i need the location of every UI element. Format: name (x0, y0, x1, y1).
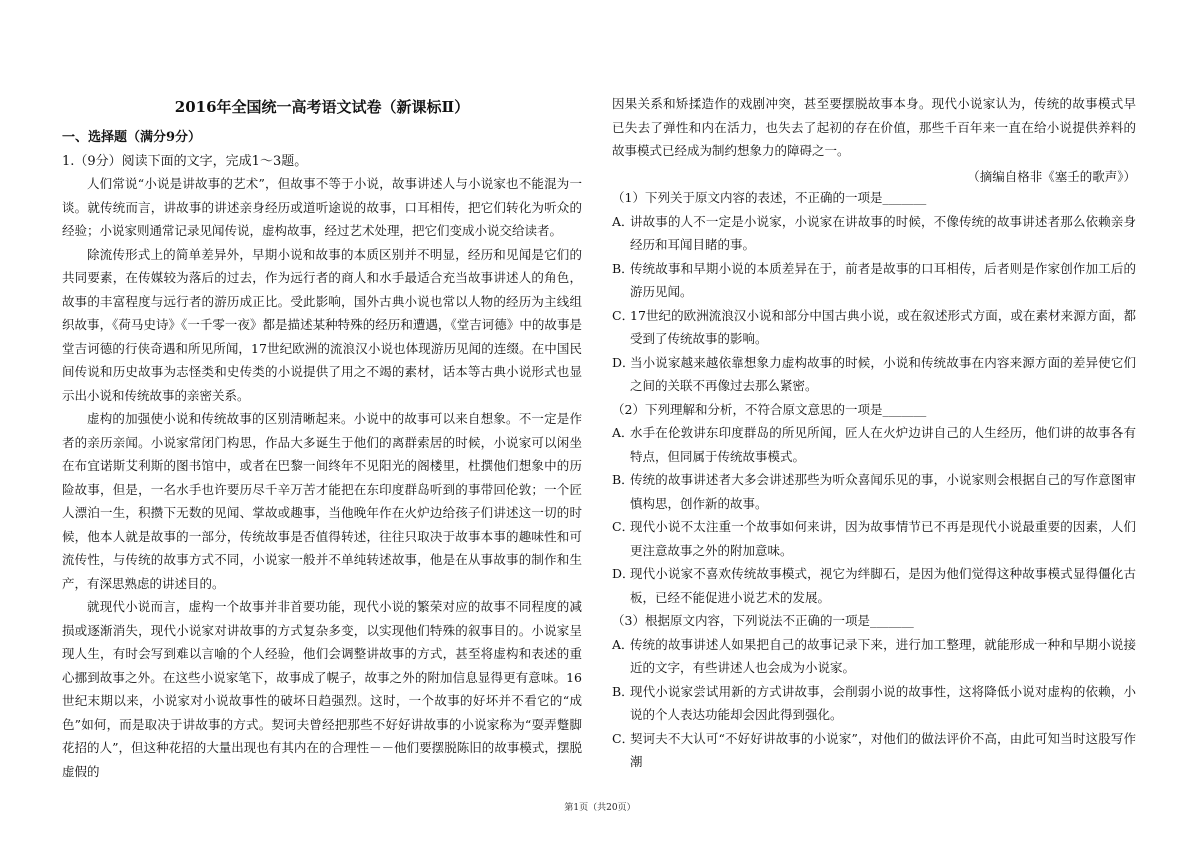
option-item (612, 633, 1136, 680)
option-text: 传统的故事讲述者大多会讲述那些为听众喜闻乐见的事，小说家则会根据自己的写作意图审慎构思，创作新的故事。 (630, 472, 1136, 511)
option-letter: C． (612, 307, 635, 323)
passage-paragraph: 就现代小说而言，虚构一个故事并非首要功能，现代小说的繁荣对应的故事不同程度的减损或逐渐消失，现代小说家对讲故事的方式复杂多变，以实现他们特殊的叙事目的。小说家呈现人生，有时会写到难以言喻的个人经验，他们会调整讲故事的方式，甚至将虚构和表述的重心挪到故事之外。在这些小说家笔下，故事成了幌子，故事之外的附加信息显得更有意味。16世纪末期以来，小说家对小说故事性的破坏日趋强烈。这时，一个故事的好坏并不看它的“成色”如何，而是取决于讲故事的方式。契诃夫曾经把那些不好好讲故事的小说家称为“耍弄蹩脚花招的人”，但这种花招的大量出现也有其内在的合理性－－他们要摆脱陈旧的故事模式，摆脱虚假的 (62, 599, 582, 779)
passage-paragraph: 除流传形式上的简单差异外，早期小说和故事的本质区别并不明显，经历和见闻是它们的共同要素，在传媒较为落后的过去，作为远行者的商人和水手最适合充当故事讲述人的角色，故事的丰富程度与远行者的游历成正比。受此影响，国外古典小说也常以人物的经历为主线组织故事，《荷马史诗》《一千零一夜》都是描述某种特殊的经历和遭遇，《堂吉诃德》中的故事是堂吉诃德的行侠奇遇和所见所闻，17世纪欧洲的流浪汉小说也体现游历见闻的连缀。在中国民间传说和历史故事为志怪类和史传类的小说提供了用之不竭的素材，话本等古典小说形式也显示出小说和传统故事的亲密关系。 (62, 246, 582, 403)
option-item (612, 727, 1136, 774)
subquestion-prompt: （1）下列关于原文内容的表述，不正确的一项是_______ (612, 190, 927, 205)
option-text: 水手在伦敦讲东印度群岛的所见所闻，匠人在火炉边讲自己的人生经历，他们讲的故事各有特点，但同属于传统故事模式。 (630, 425, 1136, 464)
page-title: 2016年全国统一高考语文试卷（新课标Ⅱ） (174, 98, 470, 116)
passage-paragraph: 虚构的加强使小说和传统故事的区别清晰起来。小说中的故事可以来自想象。不一定是作者的亲历亲闻。小说家常闭门构思，作品大多诞生于他们的离群索居的时候，小说家可以闲坐在布宜诺斯艾利斯的图书馆中，或者在巴黎一间终年不见阳光的阁楼里，杜撰他们想象中的历险故事，但是，一名水手也许要历尽千辛万苦才能把在东印度群岛听到的事带回伦敦；一个匠人漂泊一生，积攒下无数的见闻、掌故或趣事，当他晚年作在火炉边给孩子们讲述这一切的时候，他本人就是故事的一部分，传统故事是否值得转述，往往只取决于故事本事的趣味性和可流传性，与传统的故事方式不同，小说家一般并不单纯转述故事，他是在从事故事的制作和生产，有深思熟虑的讲述目的。 (62, 411, 582, 591)
option-item (612, 210, 1136, 257)
passage-right-column (612, 92, 1136, 188)
option-item (612, 562, 1136, 609)
option-text: 传统的故事讲述人如果把自己的故事记录下来，进行加工整理，就能形成一种和早期小说接近的文字，有些讲述人也会成为小说家。 (630, 636, 1136, 675)
option-item (612, 468, 1136, 515)
option-text: 讲故事的人不一定是小说家，小说家在讲故事的时候，不像传统的故事讲述者那么依赖亲身经历和耳闻目睹的事。 (630, 213, 1136, 252)
questions-block (612, 186, 1136, 774)
source-citation: （摘编自格非《塞壬的歌声》） (967, 168, 1136, 184)
passage-left-column (62, 172, 582, 783)
option-letter: A． (612, 636, 634, 652)
option-text: 现代小说不太注重一个故事如何来讲，因为故事情节已不再是现代小说最重要的因素，人们更注意故事之外的附加意味。 (630, 519, 1136, 558)
option-item (612, 304, 1136, 351)
option-text: 当小说家越来越依靠想象力虚构故事的时候，小说和传统故事在内容来源方面的差异使它们之间的关联不再像过去那么紧密。 (630, 354, 1136, 393)
option-text: 现代小说家不喜欢传统故事模式，视它为绊脚石，是因为他们觉得这种故事模式显得僵化古板，已经不能促进小说艺术的发展。 (630, 566, 1136, 605)
option-text: 传统故事和早期小说的本质差异在于，前者是故事的口耳相传，后者则是作家创作加工后的游历见闻。 (630, 260, 1136, 299)
subquestion-prompt: （2）下列理解和分析，不符合原文意思的一项是_______ (612, 401, 927, 417)
option-text: 现代小说家尝试用新的方式讲故事，会削弱小说的故事性，这将降低小说对虚构的依赖，小说的个人表达功能却会因此得到强化。 (630, 683, 1136, 722)
option-letter: A． (612, 213, 634, 229)
passage-continuation: 因果关系和矫揉造作的戏剧冲突，甚至要摆脱故事本身。现代小说家认为，传统的故事模式早已失去了弹性和内在活力，也失去了起初的存在价值，那些千百年来一直在给小说提供养料的故事模式已经成为制约想象力的障碍之一。 (612, 96, 1136, 158)
option-letter: C． (612, 519, 635, 534)
question-head: 1.（9分）阅读下面的文字，完成1～3题。 (62, 154, 308, 169)
option-item (612, 680, 1136, 727)
section-heading: 一、选择题（满分9分） (62, 130, 202, 145)
option-letter: D． (612, 354, 635, 370)
option-letter: B． (612, 260, 634, 276)
option-letter: A． (612, 425, 634, 440)
option-text: 17世纪的欧洲流浪汉小说和部分中国古典小说，或在叙述形式方面，或在素材来源方面，都受到了传统故事的影响。 (630, 307, 1136, 346)
passage-paragraph: 人们常说“小说是讲故事的艺术”，但故事不等于小说，故事讲述人与小说家也不能混为一谈。就传统而言，讲故事的讲述亲身经历或道听途说的故事，口耳相传，把它们转化为听众的经验；小说家则通常记录见闻传说，虚构故事，经过艺术处理，把它们变成小说交给读者。 (62, 176, 582, 238)
option-item (612, 515, 1136, 562)
option-letter: C． (612, 730, 635, 746)
page-footer: 第1页（共20页） (564, 803, 636, 813)
option-item (612, 351, 1136, 398)
option-letter: B． (612, 683, 634, 699)
subquestion-prompt: （3）根据原文内容，下列说法不正确的一项是_______ (612, 613, 914, 628)
option-text: 契诃夫不大认可“不好好讲故事的小说家”，对他们的做法评价不高，由此可知当时这股写作潮 (630, 730, 1136, 769)
option-letter: B． (612, 472, 634, 487)
option-item (612, 421, 1136, 468)
option-letter: D． (612, 566, 635, 581)
option-item (612, 257, 1136, 304)
